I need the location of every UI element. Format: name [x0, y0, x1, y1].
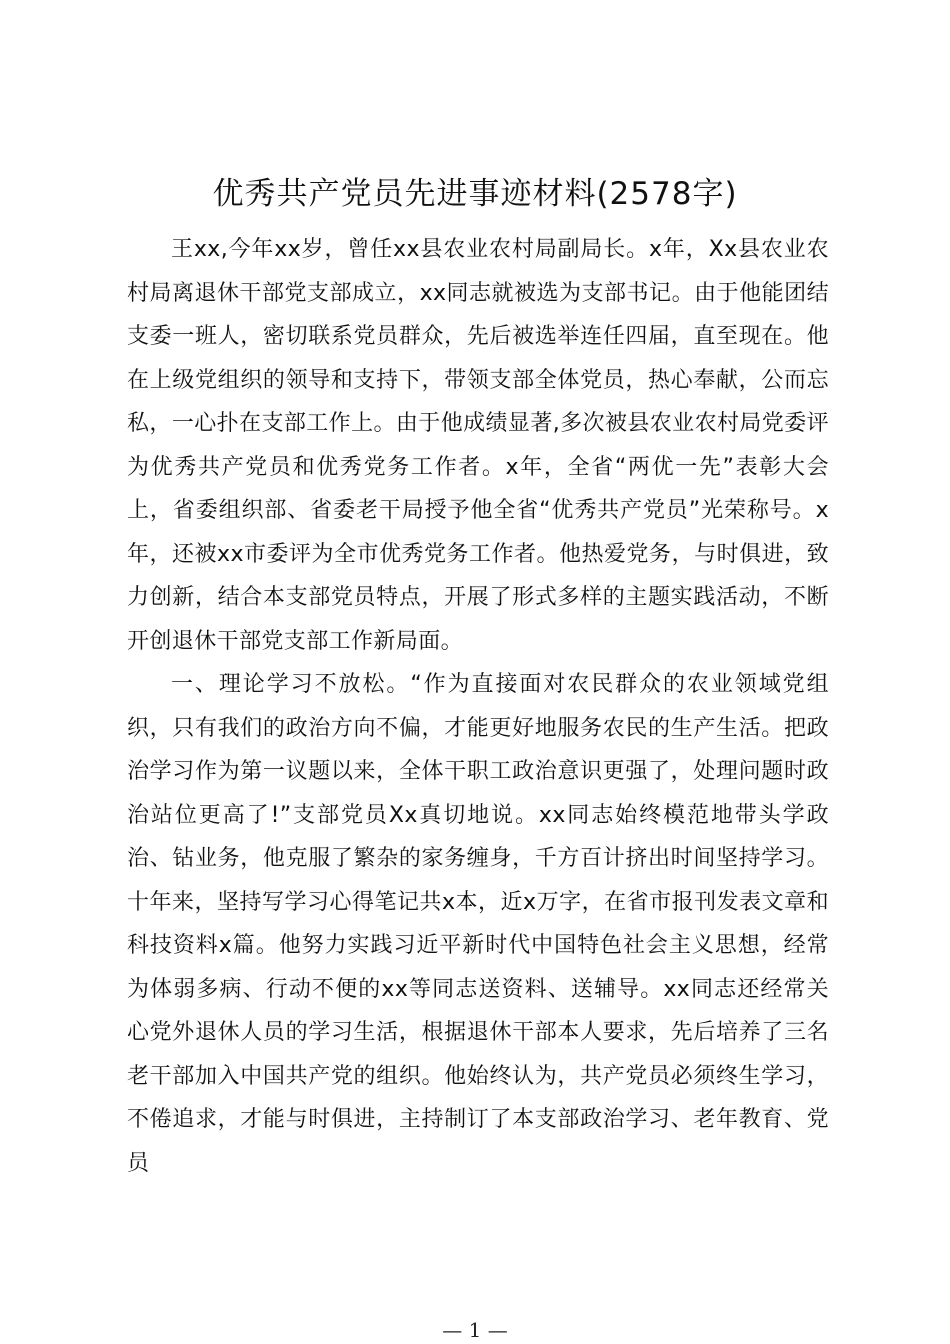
document-title: 优秀共产党员先进事迹材料(2578字)	[212, 176, 738, 212]
page-number: — 1 —	[442, 1318, 508, 1342]
document-body	[127, 228, 829, 1185]
paragraph-theory-study: 一、理论学习不放松。“作为直接面对农民群众的农业领域党组织，只有我们的政治方向不偏，才能更好地服务农民的生产生活。把政治学习作为第一议题以来，全体干职工政治意识更强了，处理问题时政治站位更高了!”支部党员Xx真切地说。xx同志始终模范地带头学政治、钻业务，他克服了繁杂的家务缠身，千方百计挤出时间坚持学习。十年来，坚持写学习心得笔记共x本，近x万字，在省市报刊发表文章和科技资料x篇。他努力实践习近平新时代中国特色社会主义思想，经常为体弱多病、行动不便的xx等同志送资料、送辅导。xx同志还经常关心党外退休人员的学习生活，根据退休干部本人要求，先后培养了三名老干部加入中国共产党的组织。他始终认为，共产党员必须终生学习，不倦追求，才能与时俱进，主持制订了本支部政治学习、老年教育、党员	[127, 672, 829, 1176]
paragraph-intro: 王xx,今年xx岁，曾任xx县农业农村局副局长。x年，Xx县农业农村局离退休干部党支部成立，xx同志就被选为支部书记。由于他能团结支委一班人，密切联系党员群众，先后被选举连任四届，直至现在。他在上级党组织的领导和支持下，带领支部全体党员，热心奉献，公而忘私，一心扑在支部工作上。由于他成绩显著,多次被县农业农村局党委评为优秀共产党员和优秀党务工作者。x年，全省“两优一先”表彰大会上，省委组织部、省委老干局授予他全省“优秀共产党员”光荣称号。x年，还被xx市委评为全市优秀党务工作者。他热爱党务，与时俱进，致力创新，结合本支部党员特点，开展了形式多样的主题实践活动，不断开创退休干部党支部工作新局面。	[127, 237, 829, 654]
